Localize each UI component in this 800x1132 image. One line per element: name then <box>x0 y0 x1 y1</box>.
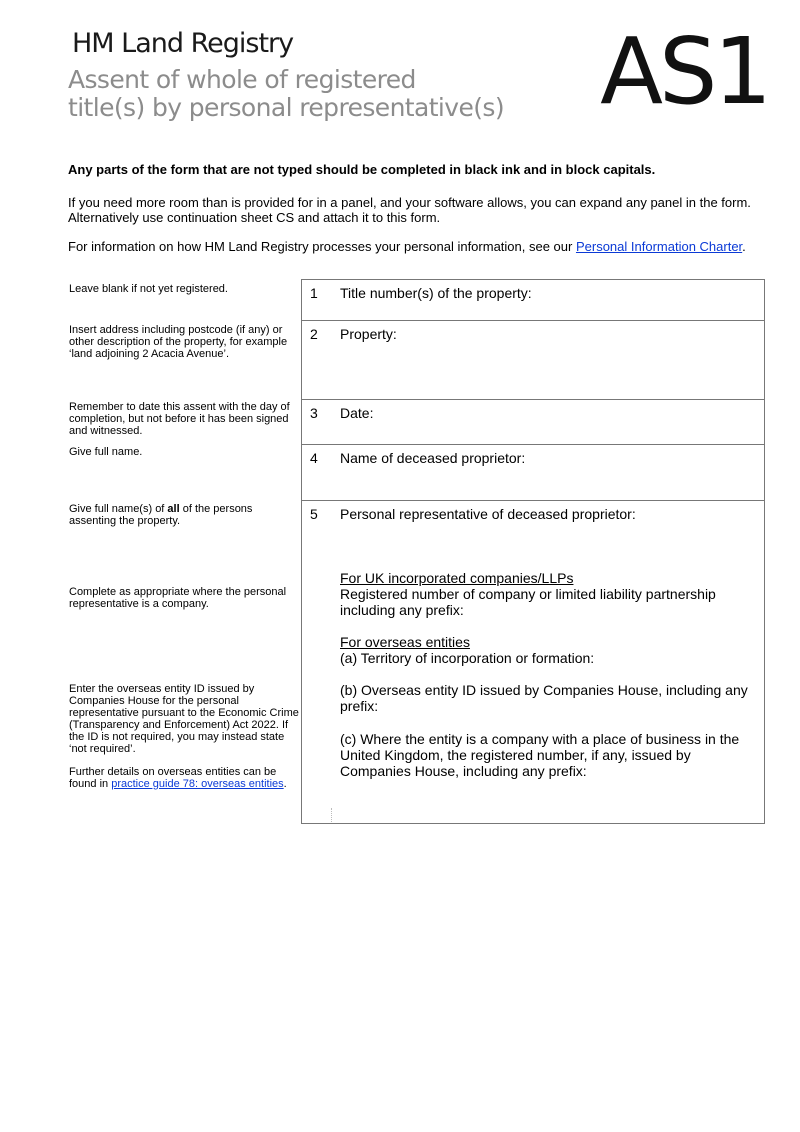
note-company: Complete as appropriate where the personal representative is a company. <box>69 586 287 610</box>
panel-number: 5 <box>310 506 318 522</box>
practice-guide-78-link[interactable]: practice guide 78: overseas entities <box>111 778 284 790</box>
overseas-entities-heading: For overseas entities <box>340 634 470 650</box>
form-code: AS1 <box>600 18 768 125</box>
overseas-entity-id-label[interactable]: (b) Overseas entity ID issued by Companies House, including any prefix: <box>340 682 748 714</box>
note-overseas-id: Enter the overseas entity ID issued by Companies House for the personal representative pursuant to the Economic Crime (Transparency and Enforcement) Act 2022. If the ID is not required, you may instead state ‘not required’. <box>69 683 299 755</box>
note-assenting-bold: all <box>167 503 180 515</box>
note-date: Remember to date this assent with the day of completion, but not before it has been signed and witnessed. <box>69 401 290 437</box>
form-panels <box>301 279 765 824</box>
uk-companies-heading: For UK incorporated companies/LLPs <box>340 570 574 586</box>
uk-companies-section <box>340 570 750 618</box>
panel-label: Title number(s) of the property: <box>340 285 532 301</box>
note-property: Insert address including postcode (if any) or other description of the property, for example ‘land adjoining 2 Acacia Avenue’. <box>69 324 288 360</box>
note-further-details <box>69 766 302 790</box>
panel-number: 3 <box>310 405 318 421</box>
panel-title-number[interactable] <box>302 280 764 321</box>
panel-number: 1 <box>310 285 318 301</box>
panel-deceased-proprietor[interactable] <box>302 445 764 501</box>
note-further-prefix: Further details on overseas entities can be found in <box>69 766 277 790</box>
overseas-entities-section <box>340 634 750 666</box>
note-overseas <box>69 683 302 801</box>
panel-divider <box>331 808 332 822</box>
panel-property[interactable] <box>302 321 764 400</box>
panel-label: Date: <box>340 405 374 421</box>
form-title-line2: title(s) by personal representative(s) <box>68 93 504 122</box>
panel-label: Property: <box>340 326 397 342</box>
instructions-privacy <box>68 239 758 254</box>
note-deceased: Give full name. <box>69 446 143 458</box>
form-title <box>68 66 504 122</box>
panel-personal-representative[interactable] <box>302 501 764 823</box>
uk-registered-number-label[interactable]: Registered number of company or limited liability partnership including any prefix: <box>340 586 716 618</box>
instructions-more-room: If you need more room than is provided for in a panel, and your software allows, you can expand any panel in the form. Alternatively use continuation sheet CS and attach it to this form. <box>68 195 751 225</box>
privacy-text: For information on how HM Land Registry processes your personal information, see our <box>68 239 576 254</box>
note-assenting-suffix: of the persons assenting the property. <box>69 503 253 527</box>
territory-label[interactable]: (a) Territory of incorporation or formation: <box>340 650 595 666</box>
note-assenting-prefix: Give full name(s) of <box>69 503 168 515</box>
privacy-suffix: . <box>742 239 746 254</box>
personal-information-charter-link[interactable]: Personal Information Charter <box>575 239 743 254</box>
instructions-bold: Any parts of the form that are not typed should be completed in black ink and in block capitals. <box>68 162 656 177</box>
panel-date[interactable] <box>302 400 764 445</box>
note-assenting <box>69 503 302 527</box>
note-further-suffix: . <box>283 778 287 790</box>
form-title-line1: Assent of whole of registered <box>68 65 416 94</box>
panel-number: 4 <box>310 450 318 466</box>
uk-place-of-business-label[interactable]: (c) Where the entity is a company with a place of business in the United Kingdom, the registered number, if any, issued by Companies House, including any prefix: <box>340 731 740 779</box>
note-title-number: Leave blank if not yet registered. <box>69 283 228 295</box>
panel-label: Name of deceased proprietor: <box>340 450 526 466</box>
brand-name: HM Land Registry <box>72 28 294 59</box>
panel-label: Personal representative of deceased proprietor: <box>340 506 636 522</box>
panel-number: 2 <box>310 326 318 342</box>
